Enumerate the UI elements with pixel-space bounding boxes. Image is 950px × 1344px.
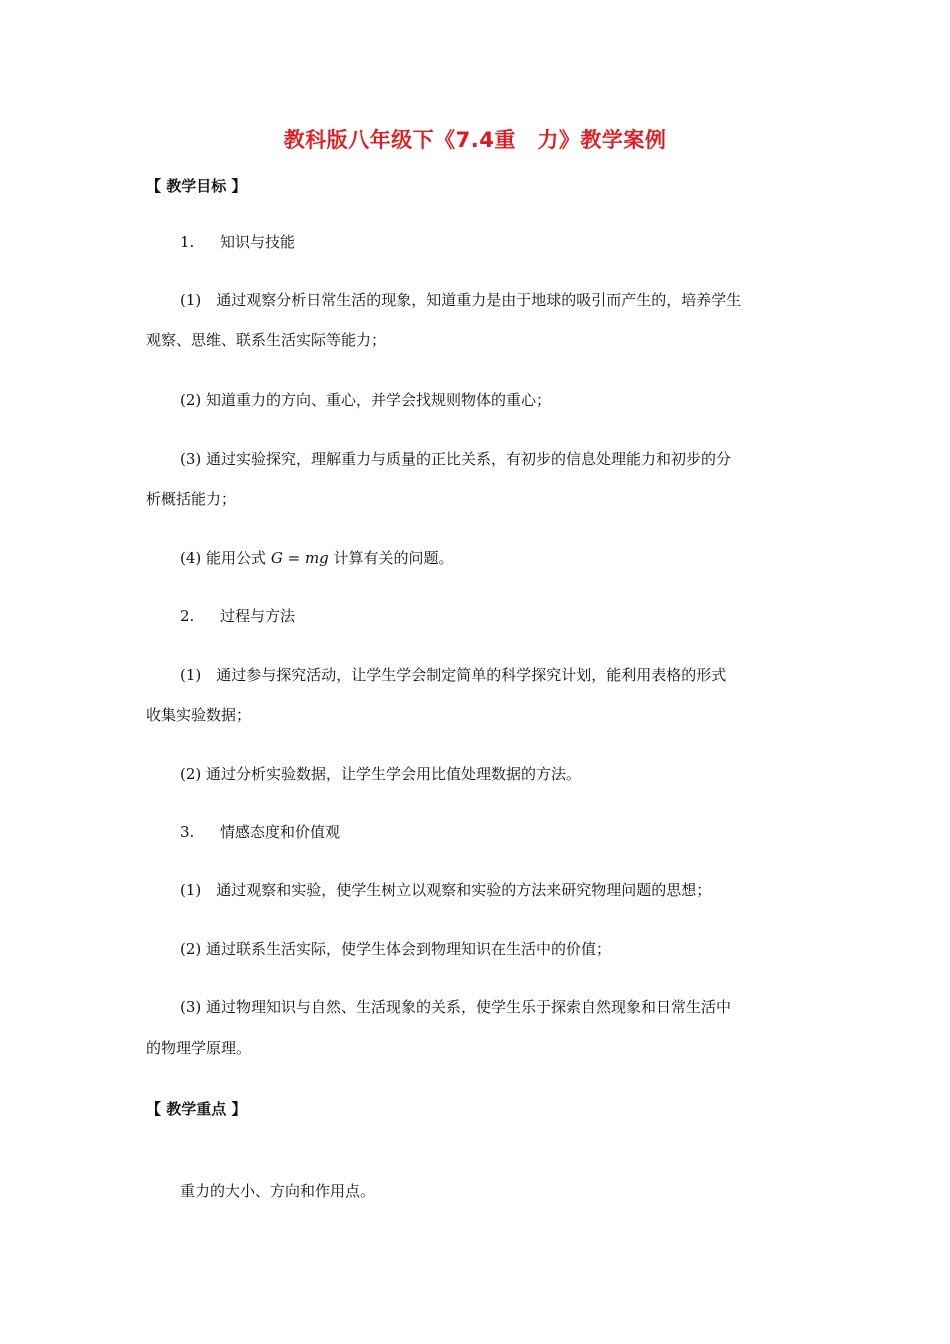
part-number: 2. [180, 607, 195, 625]
objective-item: (1) 通过参与探究活动，让学生学会制定简单的科学探究计划，能利用表格的形式 [180, 666, 727, 684]
objective-item: (2) 知道重力的方向、重心，并学会找规则物体的重心； [180, 391, 552, 409]
objective-item-continuation: 析概括能力； [146, 490, 237, 508]
formula-suffix: 计算有关的问题。 [333, 549, 454, 567]
formula-mg: mg [304, 549, 329, 567]
objective-item: (2) 通过分析实验数据，让学生学会用比值处理数据的方法。 [180, 765, 582, 783]
part-label: 过程与方法 [220, 607, 296, 625]
part-label: 情感态度和价值观 [220, 823, 341, 841]
part-number: 1. [180, 233, 195, 251]
objective-item: (3) 通过物理知识与自然、生活现象的关系，使学生乐于探索自然现象和日常生活中 [180, 998, 732, 1016]
document-title: 教科版八年级下《7.4重 力》教学案例 [283, 128, 667, 152]
formula-prefix: (4) 能用公式 [180, 549, 267, 567]
objective-item-continuation: 收集实验数据； [146, 706, 252, 724]
objective-item: (1) 通过观察和实验，使学生树立以观察和实验的方法来研究物理问题的思想； [180, 881, 712, 899]
formula-g: G [270, 549, 283, 567]
objective-item-continuation: 观察、思维、联系生活实际等能力； [146, 331, 387, 349]
formula-equals: = [287, 549, 301, 567]
objective-item-continuation: 的物理学原理。 [146, 1039, 252, 1057]
objective-item-formula [180, 548, 454, 568]
part-number: 3. [180, 823, 195, 841]
section-heading-key-points: 【 教学重点 】 [146, 1100, 247, 1118]
part-label: 知识与技能 [220, 233, 296, 251]
key-point-text: 重力的大小、方向和作用点。 [180, 1182, 376, 1200]
objective-item: (1) 通过观察分析日常生活的现象，知道重力是由于地球的吸引而产生的，培养学生 [180, 291, 742, 309]
objective-item: (2) 通过联系生活实际，使学生体会到物理知识在生活中的价值； [180, 940, 612, 958]
section-heading-objectives: 【 教学目标 】 [146, 177, 247, 195]
objective-item: (3) 通过实验探究，理解重力与质量的正比关系，有初步的信息处理能力和初步的分 [180, 450, 732, 468]
